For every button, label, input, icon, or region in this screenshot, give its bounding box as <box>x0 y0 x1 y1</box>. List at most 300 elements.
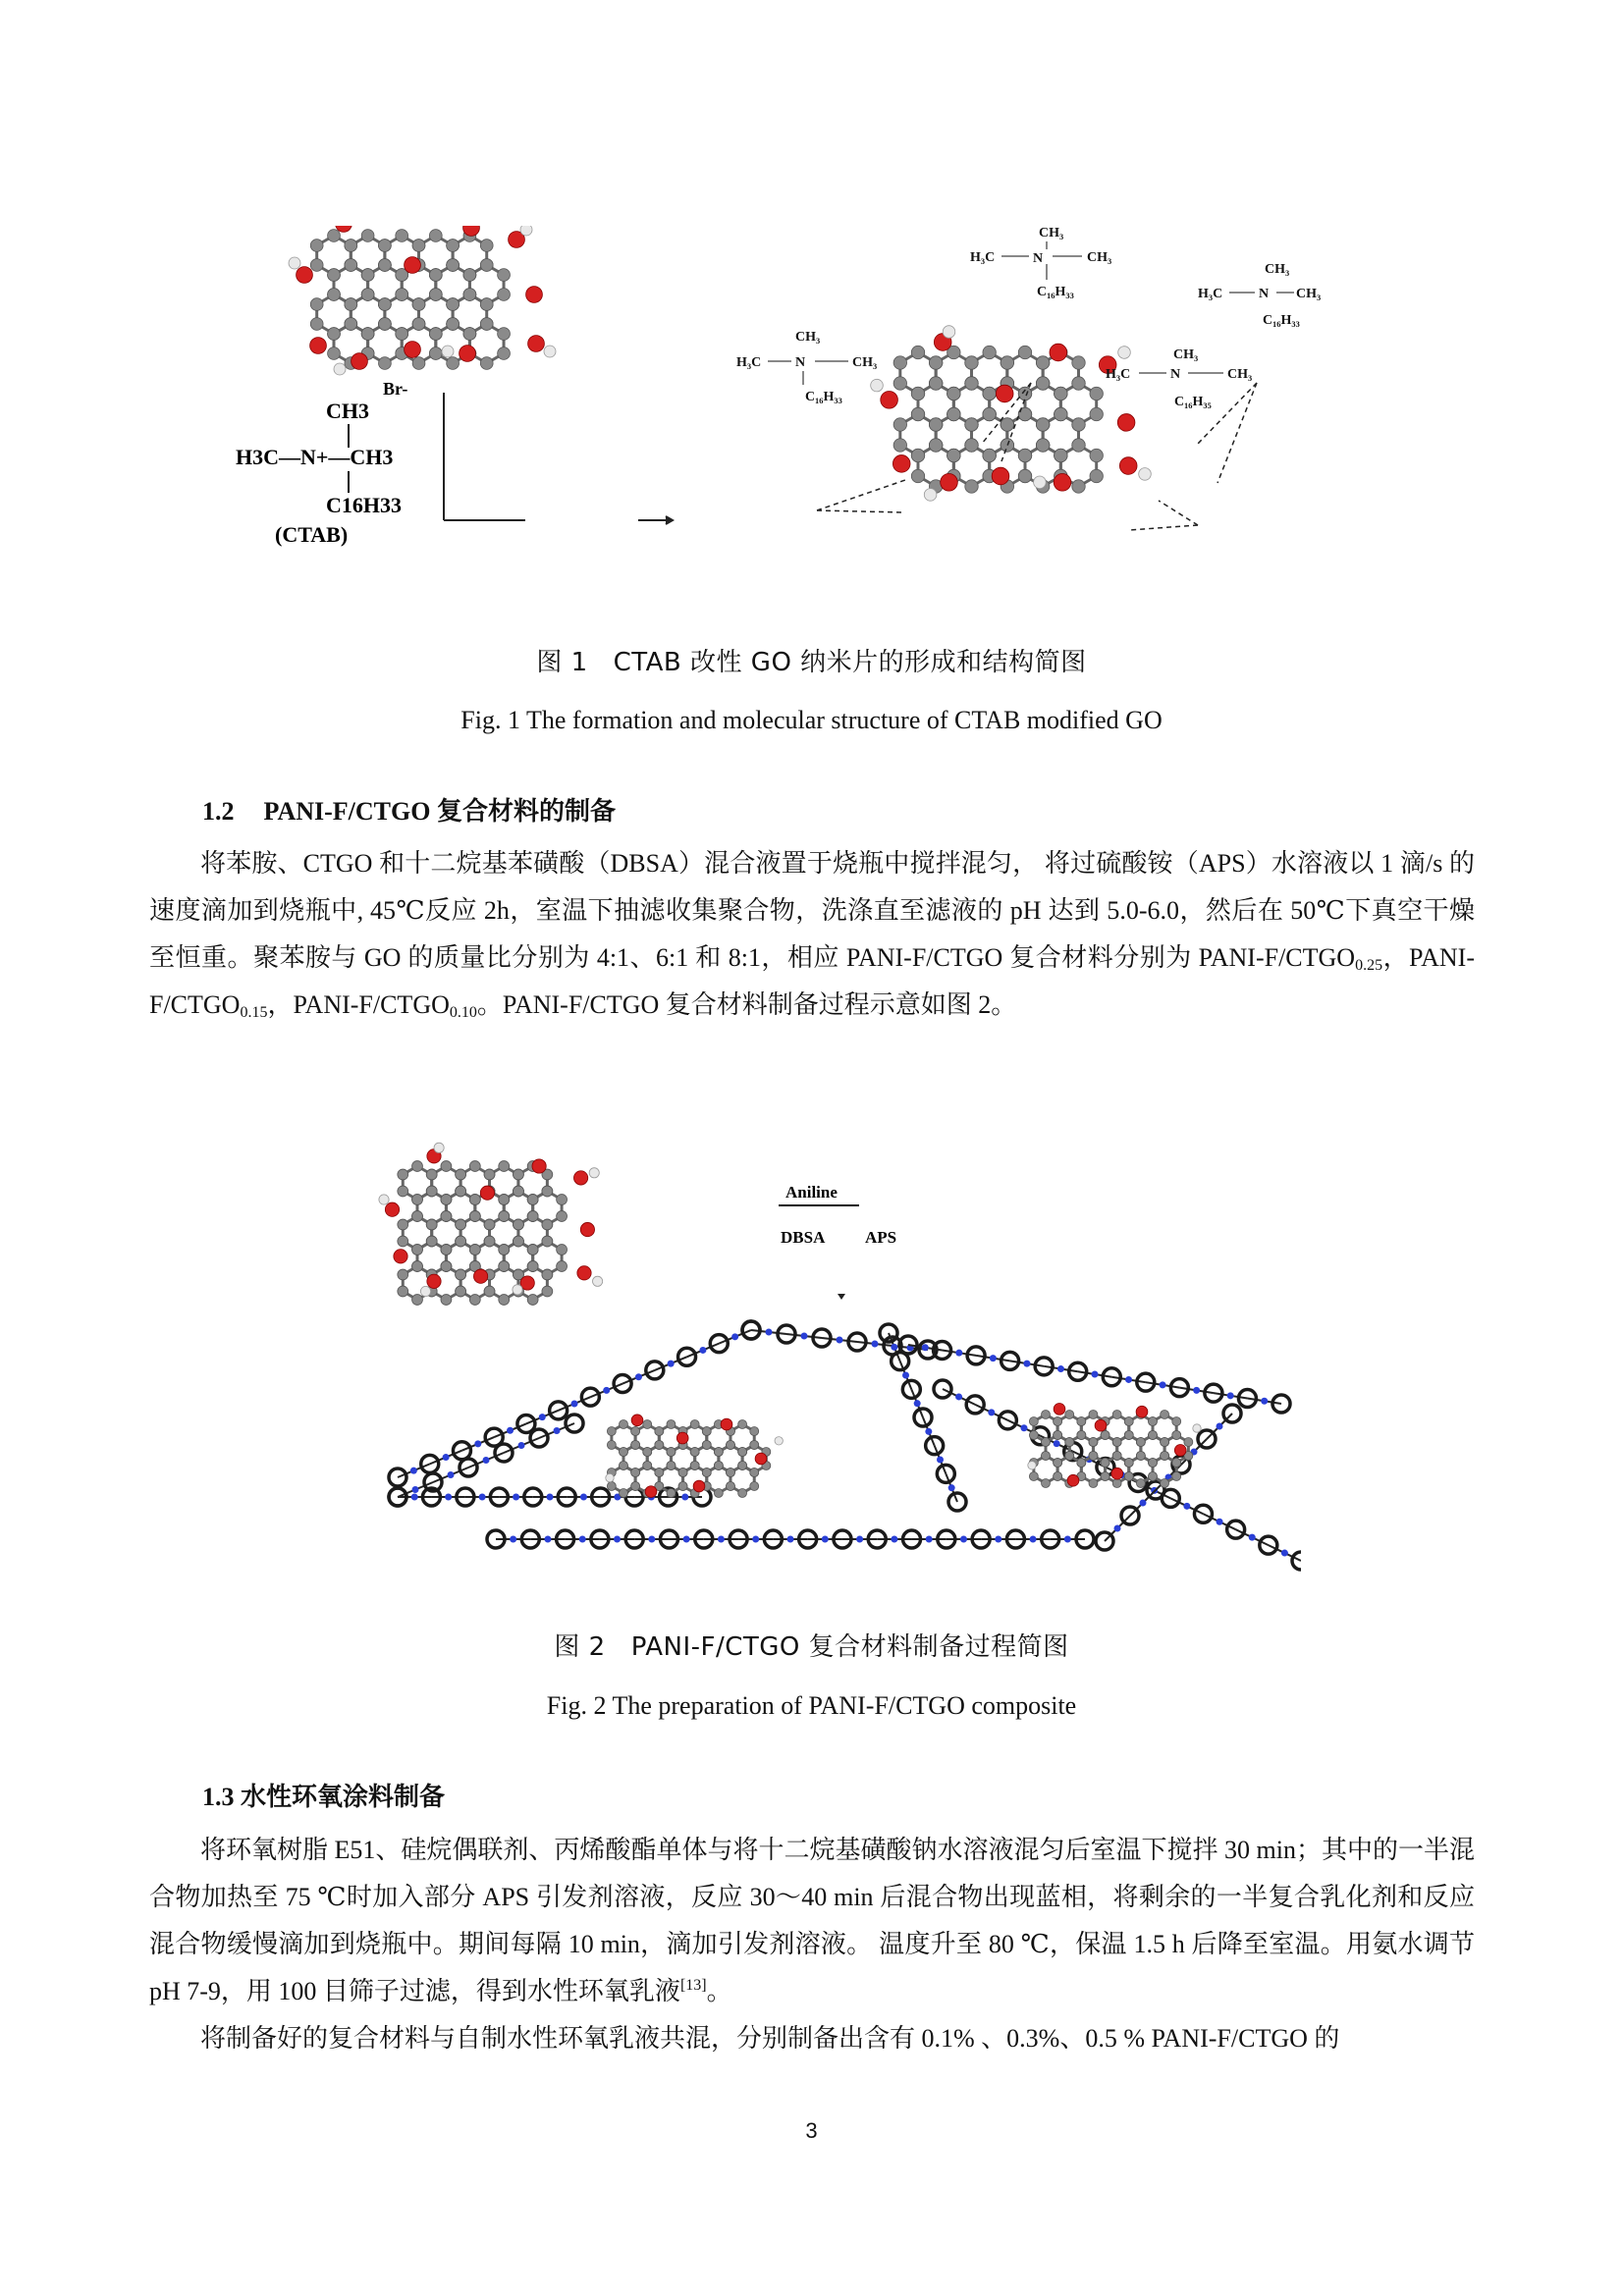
nitrogen-atom <box>1092 1371 1099 1378</box>
oxygen-atom <box>577 1266 591 1280</box>
carbon-atom <box>929 439 942 452</box>
carbon-atom <box>557 1245 568 1255</box>
svg-text:CH₃: CH₃ <box>1227 367 1253 382</box>
carbon-atom <box>1054 1431 1062 1440</box>
hydrogen-atom <box>593 1276 603 1286</box>
carbon-atom <box>345 318 357 331</box>
carbon-atom <box>1065 1452 1074 1461</box>
carbon-atom <box>328 230 341 242</box>
carbon-atom <box>911 387 924 400</box>
carbon-atom <box>480 240 493 252</box>
carbon-atom <box>328 269 341 282</box>
carbon-atom <box>480 357 493 370</box>
carbon-atom <box>983 407 996 420</box>
carbon-atom <box>469 1295 480 1306</box>
hydrogen-atom <box>1139 468 1152 481</box>
hydrogen-atom <box>513 1285 522 1295</box>
carbon-atom <box>447 357 460 370</box>
carbon-atom <box>667 1462 676 1470</box>
carbon-atom <box>1148 1472 1157 1481</box>
figure-1-graphic <box>216 226 1394 618</box>
figure-1 <box>216 226 1394 618</box>
carbon-atom <box>1112 1411 1121 1419</box>
carbon-atom <box>426 1169 437 1180</box>
carbon-atom <box>965 480 978 493</box>
hydrogen-atom <box>420 1286 430 1296</box>
carbon-atom <box>463 289 476 301</box>
nitrogen-atom <box>635 1373 642 1380</box>
carbon-atom <box>480 298 493 311</box>
carbon-atom <box>1090 449 1103 461</box>
reaction-arrow <box>444 393 673 524</box>
carbon-atom <box>345 298 357 311</box>
hydrogen-atom <box>544 346 556 357</box>
figure-1-number: 图 1 <box>536 648 588 677</box>
oxygen-atom <box>573 1171 587 1185</box>
carbon-atom <box>1054 1417 1062 1426</box>
carbon-atom <box>328 328 341 341</box>
carbon-atom <box>1036 356 1049 369</box>
hydrogen-atom <box>606 1473 614 1481</box>
carbon-atom <box>542 1219 553 1230</box>
carbon-atom <box>456 1236 466 1247</box>
carbon-atom <box>631 1427 640 1436</box>
carbon-atom <box>498 328 511 341</box>
nitrogen-atom <box>412 1486 419 1493</box>
carbon-atom <box>893 418 906 431</box>
carbon-atom <box>310 259 323 272</box>
carbon-atom <box>429 230 442 242</box>
carbon-atom <box>655 1441 664 1450</box>
carbon-atom <box>620 1420 628 1429</box>
carbon-atom <box>1029 1417 1038 1426</box>
ctab-c16h33: C16H33 <box>326 493 402 517</box>
nitrogen-atom <box>554 1427 561 1434</box>
carbon-atom <box>1072 377 1085 390</box>
carbon-atom <box>750 1468 759 1477</box>
graphene-oxide-sheet <box>289 226 556 375</box>
carbon-atom <box>310 298 323 311</box>
oxygen-atom <box>996 385 1013 402</box>
carbon-atom <box>328 347 341 360</box>
nitrogen-atom <box>1183 1503 1190 1510</box>
carbon-atom <box>1124 1417 1133 1426</box>
carbon-atom <box>1101 1431 1109 1440</box>
carbon-atom <box>498 269 511 282</box>
nitrogen-atom <box>443 1454 450 1461</box>
carbon-atom <box>1090 387 1103 400</box>
figure-2-number: 图 2 <box>554 1632 606 1662</box>
carbon-atom <box>542 1269 553 1280</box>
oxygen-atom <box>526 287 543 303</box>
carbon-atom <box>1172 1417 1181 1426</box>
carbon-atom <box>1124 1459 1133 1468</box>
oxygen-atom <box>676 1432 688 1444</box>
oxygen-atom <box>352 353 368 370</box>
carbon-atom <box>514 1236 524 1247</box>
carbon-atom <box>398 1186 408 1197</box>
carbon-atom <box>1112 1438 1121 1447</box>
carbon-atom <box>396 328 408 341</box>
carbon-atom <box>398 1269 408 1280</box>
carbon-atom <box>1072 480 1085 493</box>
carbon-atom <box>1065 1411 1074 1419</box>
svg-text:C₁₆H₃₃: C₁₆H₃₃ <box>1263 313 1300 328</box>
carbon-atom <box>702 1427 711 1436</box>
carbon-atom <box>1136 1438 1145 1447</box>
carbon-atom <box>620 1462 628 1470</box>
nitrogen-atom <box>718 1536 725 1543</box>
graphene-oxide-sheet <box>871 326 1152 502</box>
carbon-atom <box>527 1211 538 1222</box>
nitrogen-atom <box>955 1393 962 1400</box>
carbon-atom <box>1029 1431 1038 1440</box>
nitrogen-atom <box>547 1494 554 1501</box>
carbon-atom <box>1072 356 1085 369</box>
carbon-atom <box>1101 1459 1109 1468</box>
carbon-atom <box>1172 1472 1181 1481</box>
carbon-atom <box>484 1169 495 1180</box>
citation-13: [13] <box>679 1977 707 1994</box>
carbon-atom <box>498 289 511 301</box>
svg-text:C₁₆H₃₃: C₁₆H₃₃ <box>1037 285 1074 299</box>
carbon-atom <box>1161 1452 1169 1461</box>
carbon-atom <box>441 1295 452 1306</box>
nitrogen-atom <box>539 1414 546 1420</box>
carbon-atom <box>345 240 357 252</box>
carbon-atom <box>469 1245 480 1255</box>
nitrogen-atom <box>914 1400 921 1407</box>
oxygen-atom <box>473 1269 487 1283</box>
nitrogen-atom <box>483 1457 490 1464</box>
carbon-atom <box>1042 1479 1051 1488</box>
carbon-atom <box>667 1489 676 1498</box>
section-1-3-paragraph-1: 将环氧树脂 E51、硅烷偶联剂、丙烯酸酯单体与将十二烷基磺酸钠水溶液混匀后室温下搅拌 30 min；其中的一半混合物加热至 75 ℃时加入部分 APS 引发剂溶液，反应 30～40 min 后混合物出现蓝相，将剩余的一半复合乳化剂和反应混合物缓慢滴加到烧瓶中。期间每隔 10 min，滴加引发剂溶液。 温度升至 80 ℃，保温 1.5 h 后降至室温。用氨水调节 pH 7-9，用 100 目筛子过滤，得到水性环氧乳液[13]。 <box>149 1836 1475 2005</box>
ctab-ch3: CH3 <box>326 399 369 423</box>
carbon-atom <box>379 259 392 272</box>
carbon-atom <box>412 298 425 311</box>
nitrogen-atom <box>1160 1381 1166 1388</box>
carbon-atom <box>727 1441 735 1450</box>
carbon-atom <box>412 240 425 252</box>
carbon-atom <box>714 1489 723 1498</box>
section-1-2-heading <box>202 791 616 828</box>
carbon-atom <box>499 1161 510 1172</box>
nitrogen-atom <box>448 1471 455 1478</box>
carbon-atom <box>965 356 978 369</box>
carbon-atom <box>499 1295 510 1306</box>
hydrogen-atom <box>434 1143 444 1152</box>
nitrogen-atom <box>872 1341 879 1348</box>
carbon-atom <box>412 1161 423 1172</box>
nitrogen-atom <box>603 1387 610 1394</box>
svg-text:C₁₆H₃₃: C₁₆H₃₃ <box>805 390 842 404</box>
carbon-atom <box>527 1295 538 1306</box>
svg-text:H₃C: H₃C <box>736 355 762 370</box>
carbon-atom <box>929 356 942 369</box>
carbon-atom <box>1036 439 1049 452</box>
carbon-atom <box>738 1489 747 1498</box>
carbon-atom <box>527 1195 538 1205</box>
carbon-atom <box>620 1489 628 1498</box>
carbon-atom <box>378 298 391 311</box>
figure-2-caption-zh-text: PANI-F/CTGO 复合材料制备过程简图 <box>630 1632 1069 1662</box>
oxygen-atom <box>893 455 910 473</box>
nitrogen-atom <box>1217 1423 1223 1430</box>
carbon-atom <box>702 1441 711 1450</box>
hydrogen-atom <box>589 1168 599 1178</box>
label-dbsa: DBSA <box>781 1228 826 1247</box>
carbon-atom <box>378 240 391 252</box>
section-1-2-title: PANI-F/CTGO 复合材料的制备 <box>263 797 616 826</box>
nitrogen-atom <box>891 1344 897 1351</box>
carbon-atom <box>527 1261 538 1272</box>
carbon-atom <box>1184 1438 1193 1447</box>
carbon-atom <box>911 407 924 420</box>
carbon-atom <box>484 1236 495 1247</box>
label-aps: APS <box>865 1228 897 1247</box>
nitrogen-atom <box>1217 1519 1223 1525</box>
carbon-atom <box>678 1482 687 1491</box>
carbon-atom <box>361 269 374 282</box>
ctgo-molecule-small <box>379 1143 603 1305</box>
section-1-3-paragraph-2: 将制备好的复合材料与自制水性环氧乳液共混，分别制备出含有 0.1% 、0.3%、0.5 % PANI-F/CTGO 的 <box>200 2024 1340 2053</box>
carbon-atom <box>1042 1452 1051 1461</box>
nitrogen-atom <box>1030 1536 1037 1543</box>
carbon-atom <box>643 1448 652 1457</box>
carbon-atom <box>607 1482 616 1491</box>
nitrogen-atom <box>801 1333 808 1340</box>
carbon-atom <box>447 298 460 311</box>
carbon-atom <box>1055 449 1067 461</box>
oxygen-atom <box>721 1418 732 1430</box>
graphene-oxide-sheet <box>379 1143 603 1305</box>
nitrogen-atom <box>445 1494 452 1501</box>
carbon-atom <box>328 289 341 301</box>
carbon-atom <box>893 356 906 369</box>
carbon-atom <box>1029 1472 1038 1481</box>
carbon-atom <box>1090 469 1103 482</box>
hydrogen-atom <box>871 379 884 392</box>
oxygen-atom <box>1054 1404 1065 1415</box>
carbon-atom <box>514 1186 524 1197</box>
carbon-atom <box>398 1169 408 1180</box>
carbon-atom <box>1042 1438 1051 1447</box>
carbon-atom <box>398 1286 408 1297</box>
figure-1-caption-en: Fig. 1 The formation and molecular structure of CTAB modified GO <box>460 706 1163 734</box>
carbon-atom <box>911 449 924 461</box>
hydrogen-atom <box>520 226 532 236</box>
oxygen-atom <box>755 1453 767 1465</box>
carbon-atom <box>1089 1411 1098 1419</box>
go-nanosheet-molecule <box>289 226 556 375</box>
carbon-atom <box>429 347 442 360</box>
oxygen-atom <box>1095 1419 1107 1431</box>
nitrogen-atom <box>926 1536 933 1543</box>
nitrogen-atom <box>1125 1376 1132 1383</box>
carbon-atom <box>469 1161 480 1172</box>
svg-text:N: N <box>1170 367 1181 382</box>
nitrogen-atom <box>837 1337 843 1344</box>
ctgo-modified-molecule <box>736 226 1321 530</box>
carbon-atom <box>1072 439 1085 452</box>
hydrogen-atom <box>379 1195 389 1204</box>
carbon-atom <box>396 289 408 301</box>
oxygen-atom <box>1117 414 1135 432</box>
carbon-atom <box>690 1448 699 1457</box>
svg-text:H₃C: H₃C <box>1198 287 1223 301</box>
nitrogen-atom <box>922 1344 929 1351</box>
figure-2-graphic <box>378 1129 1301 1590</box>
nitrogen-atom <box>571 1401 578 1408</box>
carbon-atom <box>750 1482 759 1491</box>
svg-text:H₃C: H₃C <box>970 250 996 265</box>
carbon-atom <box>1054 1472 1062 1481</box>
carbon-atom <box>412 1295 423 1306</box>
oxygen-atom <box>405 342 421 358</box>
graphene-oxide-sheet <box>606 1415 784 1498</box>
carbon-atom <box>667 1448 676 1457</box>
section-1-2-number: 1.2 <box>202 797 235 826</box>
carbon-atom <box>1161 1479 1169 1488</box>
ctab-br: Br- <box>383 379 408 399</box>
oxygen-atom <box>310 338 327 354</box>
carbon-atom <box>1072 418 1085 431</box>
carbon-atom <box>447 318 460 331</box>
carbon-atom <box>412 318 425 331</box>
carbon-atom <box>714 1448 723 1457</box>
carbon-atom <box>965 418 978 431</box>
carbon-atom <box>1148 1459 1157 1468</box>
oxygen-atom <box>1119 457 1137 475</box>
figure-1-caption-zh-text: CTAB 改性 GO 纳米片的形成和结构简图 <box>613 648 1087 677</box>
svg-text:H₃C: H₃C <box>1106 367 1131 382</box>
carbon-atom <box>513 1169 523 1180</box>
carbon-atom <box>398 1236 408 1247</box>
nitrogen-atom <box>731 1333 738 1340</box>
nitrogen-atom <box>1249 1534 1256 1541</box>
figure-2-caption-zh <box>0 1627 1623 1663</box>
carbon-atom <box>480 259 493 272</box>
carbon-atom <box>513 1219 523 1230</box>
carbon-atom <box>1018 387 1031 400</box>
svg-text:CH₃: CH₃ <box>852 355 878 370</box>
carbon-atom <box>911 346 924 358</box>
nitrogen-atom <box>960 1536 967 1543</box>
carbon-atom <box>412 357 425 370</box>
carbon-atom <box>379 318 392 331</box>
carbon-atom <box>1124 1431 1133 1440</box>
nitrogen-atom <box>752 1536 759 1543</box>
hydrogen-atom <box>1193 1424 1201 1432</box>
carbon-atom <box>655 1427 664 1436</box>
nitrogen-atom <box>1281 1550 1288 1557</box>
carbon-atom <box>643 1462 652 1470</box>
nitrogen-atom <box>1140 1500 1147 1507</box>
svg-text:CH₃: CH₃ <box>1265 262 1290 277</box>
svg-text:CH₃: CH₃ <box>1039 226 1064 240</box>
nitrogen-atom <box>479 1494 486 1501</box>
nitrogen-atom <box>990 1355 997 1362</box>
oxygen-atom <box>427 1274 441 1288</box>
carbon-atom <box>947 449 960 461</box>
oxygen-atom <box>1136 1406 1148 1417</box>
carbon-atom <box>643 1420 652 1429</box>
carbon-atom <box>1172 1459 1181 1468</box>
nitrogen-atom <box>1023 1361 1030 1367</box>
carbon-atom <box>1090 407 1103 420</box>
carbon-atom <box>1001 356 1013 369</box>
carbon-atom <box>1054 1459 1062 1468</box>
carbon-atom <box>702 1468 711 1477</box>
carbon-atom <box>456 1269 466 1280</box>
oxygen-atom <box>297 267 313 284</box>
hydrogen-atom <box>334 363 346 375</box>
carbon-atom <box>441 1245 452 1255</box>
oxygen-atom <box>992 467 1009 485</box>
nitrogen-atom <box>1227 1392 1234 1399</box>
carbon-atom <box>499 1261 510 1272</box>
ctab-labels-right <box>736 226 1321 409</box>
carbon-atom <box>929 418 942 431</box>
svg-text:CH₃: CH₃ <box>1173 347 1199 362</box>
figure-2-caption-en: Fig. 2 The preparation of PANI-F/CTGO composite <box>546 1691 1077 1720</box>
hydrogen-atom <box>924 489 937 502</box>
carbon-atom <box>426 1186 437 1197</box>
carbon-atom <box>607 1427 616 1436</box>
carbon-atom <box>396 230 408 242</box>
carbon-atom <box>690 1462 699 1470</box>
svg-text:CH₃: CH₃ <box>795 330 821 345</box>
nitrogen-atom <box>1114 1525 1121 1532</box>
carbon-atom <box>361 328 374 341</box>
nitrogen-atom <box>1064 1536 1071 1543</box>
carbon-atom <box>655 1468 664 1477</box>
nitrogen-atom <box>614 1536 621 1543</box>
nitrogen-atom <box>988 1409 995 1415</box>
hydrogen-atom <box>775 1437 783 1445</box>
carbon-atom <box>429 269 442 282</box>
carbon-atom <box>667 1420 676 1429</box>
figure-2 <box>378 1129 1301 1590</box>
oxygen-atom <box>394 1250 407 1263</box>
oxygen-atom <box>480 1186 494 1200</box>
carbon-atom <box>1172 1431 1181 1440</box>
oxygen-atom <box>580 1222 594 1236</box>
hydrogen-atom <box>289 257 300 269</box>
carbon-atom <box>1089 1452 1098 1461</box>
carbon-atom <box>1089 1479 1098 1488</box>
carbon-atom <box>929 377 942 390</box>
oxygen-atom <box>1050 344 1067 361</box>
carbon-atom <box>1161 1411 1169 1419</box>
oxygen-atom <box>693 1480 705 1492</box>
carbon-atom <box>1101 1472 1109 1481</box>
carbon-atom <box>484 1286 495 1297</box>
nitrogen-atom <box>787 1536 794 1543</box>
ctab-label: (CTAB) <box>275 522 349 547</box>
carbon-atom <box>1124 1472 1133 1481</box>
carbon-atom <box>1055 407 1067 420</box>
carbon-atom <box>441 1195 452 1205</box>
section-1-2-paragraph: 将苯胺、CTGO 和十二烷基苯磺酸（DBSA）混合液置于烧瓶中搅拌混匀， 将过硫酸铵（APS）水溶液以 1 滴/s 的速度滴加到烧瓶中, 45℃反应 2h，室温下抽滤收集聚合物，洗涤直至滤液的 pH 达到 5.0-6.0，然后在 50℃下真空干燥至恒重。聚苯胺与 GO 的质量比分别为 4:1、6:1 和 8:1，相应 PANI-F/CTGO 复合材料分别为 PANI-$F/CTGO_{0.25}$，PANI-$F/CTGO_{0.15}$，PANI-$F/CTGO_{0.10}$。PANI-F/CTGO 复合材料制备过程示意如图 2。 <box>149 849 1475 1021</box>
carbon-atom <box>361 230 374 242</box>
carbon-atom <box>678 1468 687 1477</box>
carbon-atom <box>499 1195 510 1205</box>
carbon-atom <box>1149 1431 1158 1440</box>
carbon-atom <box>1136 1452 1145 1461</box>
carbon-atom <box>1065 1438 1074 1447</box>
